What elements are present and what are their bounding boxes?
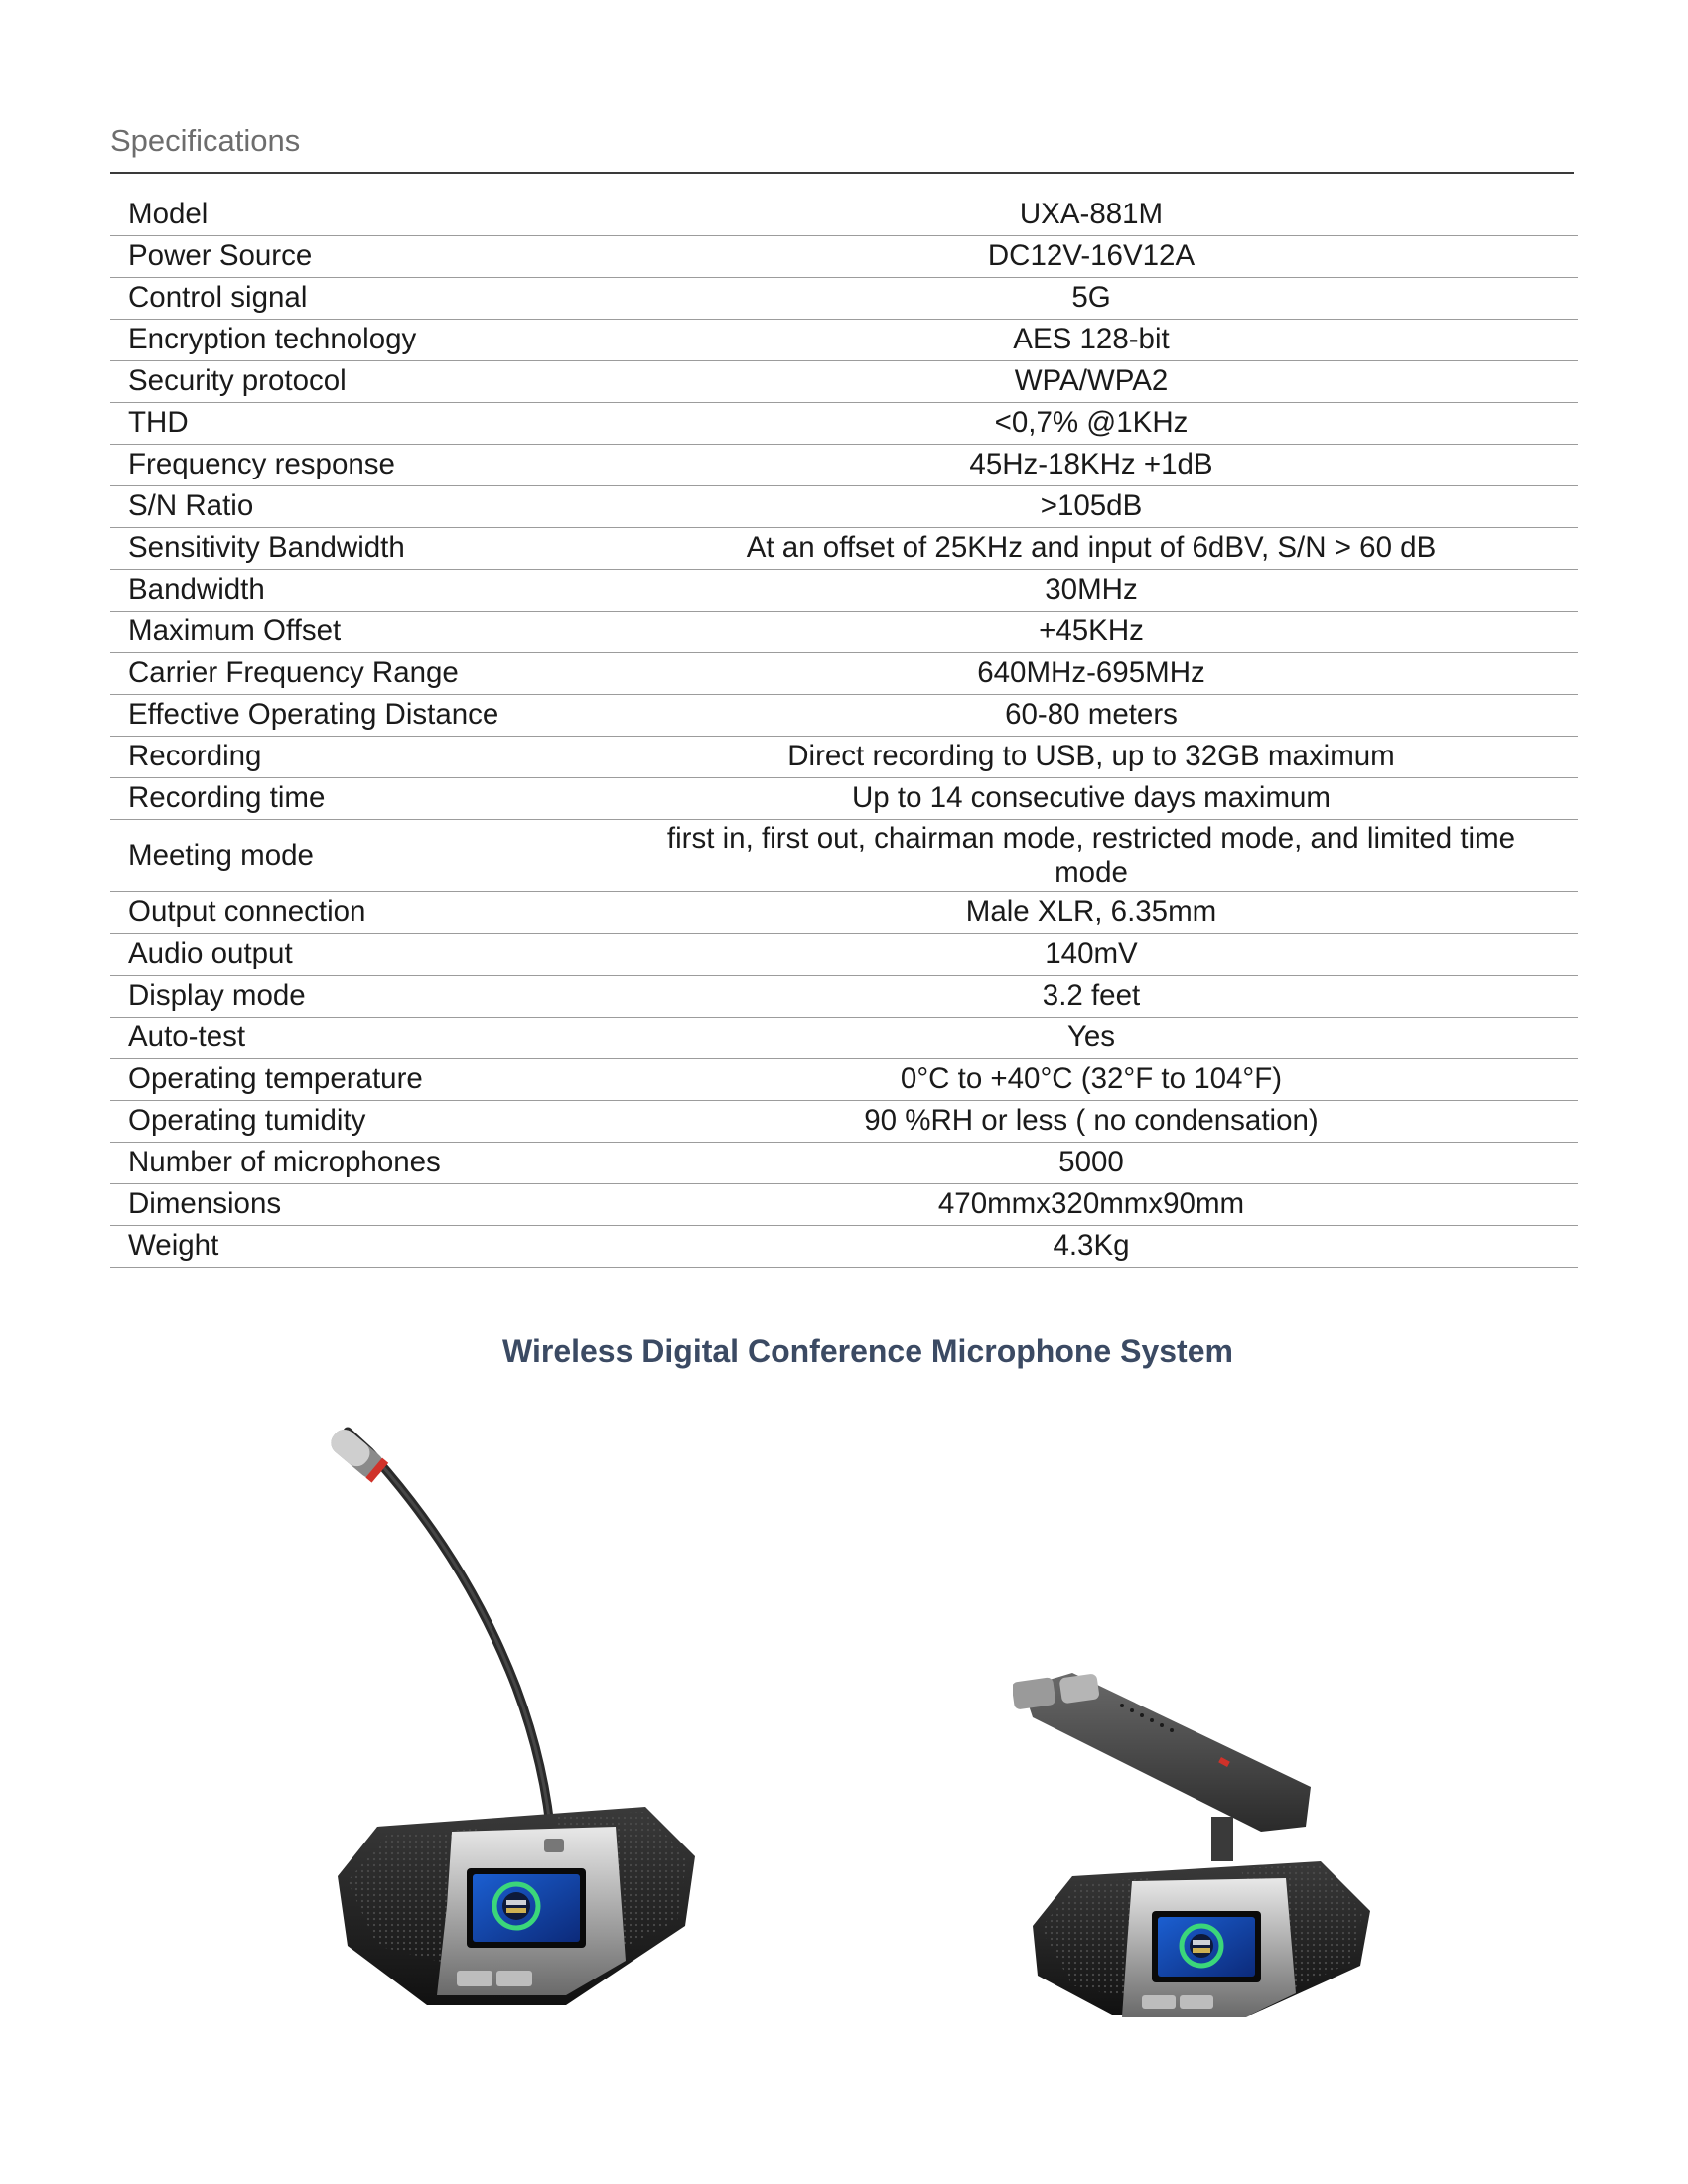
spec-label: Number of microphones [110, 1143, 605, 1184]
spec-value: first in, first out, chairman mode, restricted mode, and limited time mode [605, 820, 1578, 892]
spec-value: 5000 [605, 1143, 1578, 1184]
spec-row [110, 1101, 1578, 1143]
spec-label: Recording time [110, 778, 605, 820]
spec-row [110, 320, 1578, 361]
section-title: Specifications [110, 123, 301, 158]
spec-value: Direct recording to USB, up to 32GB maximum [605, 737, 1578, 778]
spec-row [110, 1143, 1578, 1184]
spec-label: Display mode [110, 976, 605, 1018]
spec-row [110, 278, 1578, 320]
spec-label: Audio output [110, 934, 605, 976]
spec-row [110, 445, 1578, 486]
spec-label: Meeting mode [110, 820, 605, 892]
spec-row [110, 653, 1578, 695]
spec-value: UXA-881M [605, 195, 1578, 236]
spec-row [110, 934, 1578, 976]
spec-label: Auto-test [110, 1018, 605, 1059]
spec-row [110, 892, 1578, 934]
spec-value: >105dB [605, 486, 1578, 528]
spec-label: Sensitivity Bandwidth [110, 528, 605, 570]
spec-value: 30MHz [605, 570, 1578, 612]
spec-row [110, 976, 1578, 1018]
spec-label: S/N Ratio [110, 486, 605, 528]
product-title: Wireless Digital Conference Microphone System [502, 1333, 1233, 1369]
spec-value: 4.3Kg [605, 1226, 1578, 1268]
spec-row [110, 820, 1578, 892]
spec-value: 0°C to +40°C (32°F to 104°F) [605, 1059, 1578, 1101]
spec-value: 140mV [605, 934, 1578, 976]
spec-row [110, 361, 1578, 403]
spec-value: 640MHz-695MHz [605, 653, 1578, 695]
spec-label: Encryption technology [110, 320, 605, 361]
spec-label: Operating temperature [110, 1059, 605, 1101]
spec-label: Carrier Frequency Range [110, 653, 605, 695]
spec-row [110, 1059, 1578, 1101]
spec-value: AES 128-bit [605, 320, 1578, 361]
spec-value: WPA/WPA2 [605, 361, 1578, 403]
microphone-head [327, 1425, 389, 1482]
spec-label: Output connection [110, 892, 605, 934]
spec-value: At an offset of 25KHz and input of 6dBV, S/N > 60 dB [605, 528, 1578, 570]
spec-value: DC12V-16V12A [605, 236, 1578, 278]
spec-row [110, 486, 1578, 528]
spec-row [110, 236, 1578, 278]
spec-label: Security protocol [110, 361, 605, 403]
spec-value: 3.2 feet [605, 976, 1578, 1018]
spec-label: Effective Operating Distance [110, 695, 605, 737]
spec-row [110, 195, 1578, 236]
spec-table [110, 195, 1578, 1268]
spec-row [110, 528, 1578, 570]
spec-row [110, 403, 1578, 445]
spec-value: 5G [605, 278, 1578, 320]
spec-label: Model [110, 195, 605, 236]
spec-row [110, 695, 1578, 737]
spec-label: Bandwidth [110, 570, 605, 612]
spec-row [110, 1018, 1578, 1059]
spec-value: 45Hz-18KHz +1dB [605, 445, 1578, 486]
spec-value: 470mmx320mmx90mm [605, 1184, 1578, 1226]
spec-label: Dimensions [110, 1184, 605, 1226]
spec-value: Yes [605, 1018, 1578, 1059]
spec-value: +45KHz [605, 612, 1578, 653]
spec-row [110, 737, 1578, 778]
spec-row [110, 570, 1578, 612]
spec-label: Frequency response [110, 445, 605, 486]
spec-label: Recording [110, 737, 605, 778]
spec-row [110, 1184, 1578, 1226]
spec-value: Male XLR, 6.35mm [605, 892, 1578, 934]
spec-row [110, 778, 1578, 820]
gooseneck-microphone-image [318, 1410, 715, 2025]
spec-label: Maximum Offset [110, 612, 605, 653]
spec-label: THD [110, 403, 605, 445]
spec-label: Control signal [110, 278, 605, 320]
folded-microphone-unit-image [1013, 1668, 1380, 2025]
spec-value: 60-80 meters [605, 695, 1578, 737]
spec-label: Operating tumidity [110, 1101, 605, 1143]
spec-label: Weight [110, 1226, 605, 1268]
spec-label: Power Source [110, 236, 605, 278]
spec-row [110, 612, 1578, 653]
spec-value: <0,7% @1KHz [605, 403, 1578, 445]
section-divider [110, 172, 1574, 174]
spec-row [110, 1226, 1578, 1268]
spec-value: 90 %RH or less ( no condensation) [605, 1101, 1578, 1143]
spec-value: Up to 14 consecutive days maximum [605, 778, 1578, 820]
